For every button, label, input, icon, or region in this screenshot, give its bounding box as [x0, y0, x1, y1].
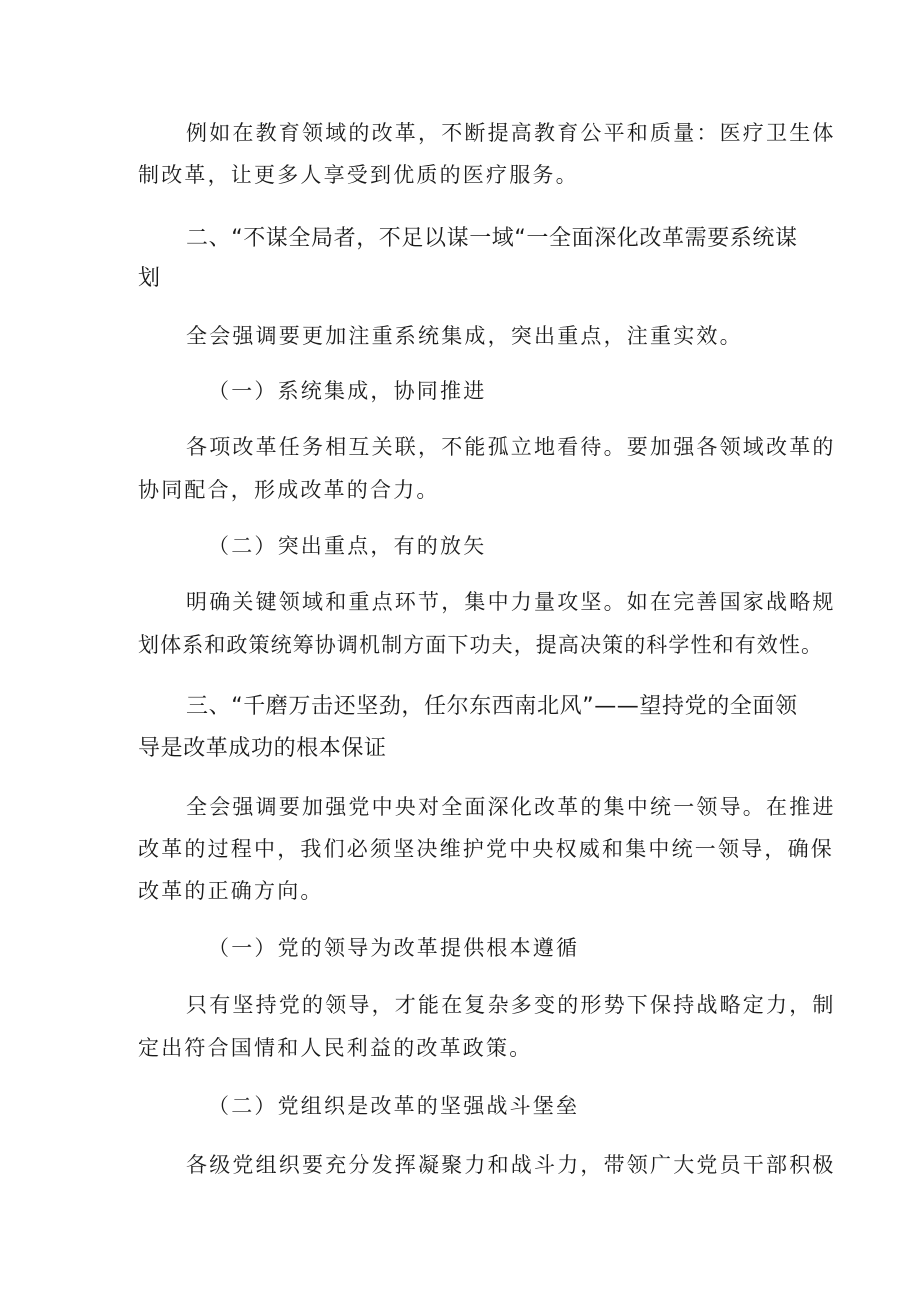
paragraph-line: 例如在教育领域的改革，不断提高教育公平和质量：医疗卫生体 [186, 121, 836, 145]
paragraph-line: 明确关键领域和重点环节，集中力量攻坚。如在完善国家战略规 [186, 590, 836, 614]
paragraph-line: 各级党组织要充分发挥凝聚力和战斗力，带领广大党员干部积极 [186, 1153, 836, 1177]
paragraph-line: 各项改革任务相互关联，不能孤立地看待。要加强各领域改革的 [186, 435, 836, 459]
subsection-heading: （二）党组织是改革的坚强战斗堡垒 [208, 1094, 580, 1118]
paragraph-line: 划体系和政策统筹协调机制方面下功夫，提高决策的科学性和有效性。 [138, 633, 824, 657]
paragraph-line: 协同配合，形成改革的合力。 [138, 478, 440, 502]
paragraph-line: 只有坚持党的领导，才能在复杂多变的形势下保持战略定力，制 [186, 993, 836, 1017]
paragraph-line: 改革的正确方向。 [138, 879, 324, 903]
paragraph-line: 制改革，让更多人享受到优质的医疗服务。 [138, 163, 579, 187]
section-heading: 二、“不谋全局者，不足以谋一域“一全面深化改革需要系统谋 [186, 226, 798, 251]
subsection-heading: （二）突出重点，有的放矢 [208, 534, 487, 558]
paragraph-line: 定出符合国情和人民利益的改革政策。 [138, 1036, 533, 1060]
section-heading: 导是改革成功的根本保证 [138, 736, 387, 761]
paragraph-line: 全会强调要更加注重系统集成，突出重点，注重实效。 [186, 324, 743, 348]
paragraph-line: 改革的过程中，我们必须坚决维护党中央权威和集中统一领导，确保 [138, 837, 834, 861]
subsection-heading: （一）系统集成，协同推进 [208, 379, 487, 403]
subsection-heading: （一）党的领导为改革提供根本遵循 [208, 936, 580, 960]
section-heading: 三、“千磨万击还坚劲，任尔东西南北风”——望持党的全面领 [186, 694, 798, 719]
paragraph-line: 全会强调要加强党中央对全面深化改革的集中统一领导。在推进 [186, 795, 836, 819]
section-heading: 划 [138, 266, 161, 291]
